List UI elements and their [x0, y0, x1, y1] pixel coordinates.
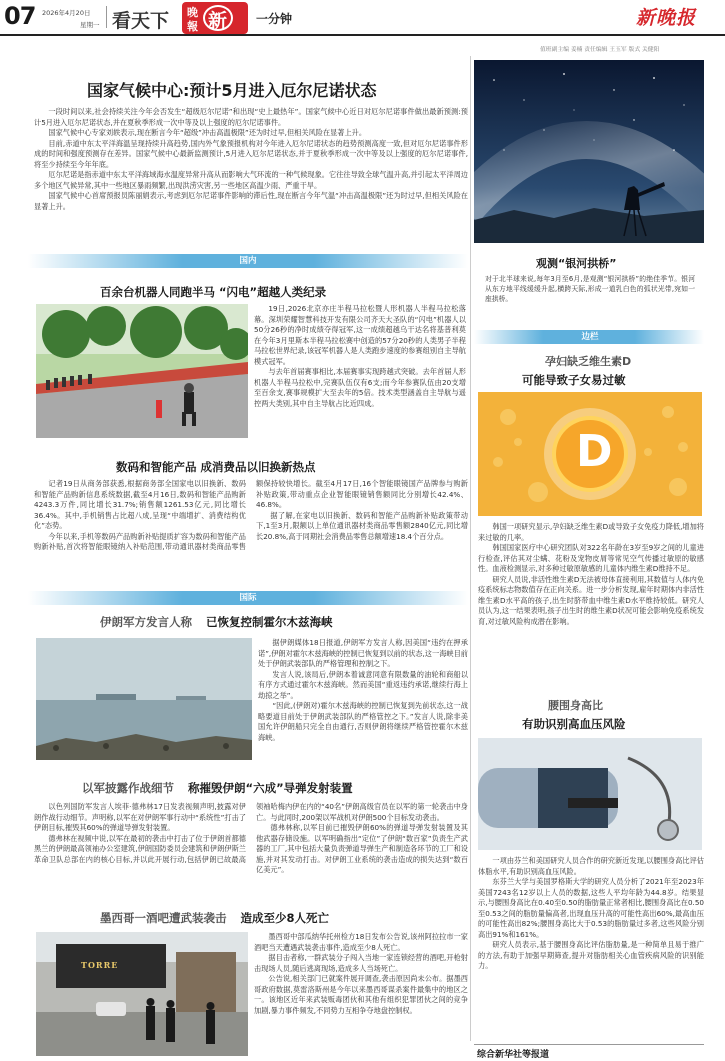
- bp-para: 东芬兰大学与美国罗格斯大学的研究人员分析了2021年至2023年美国7243名12岁以上人员的数据,这些人平均年龄为44.8岁。结果显示,与腰围身高比在0.40至0.50的脂肪量正常者相比,腰围身高比在0.50至0.53之间的脂肪量偏高者,出现血压升高的可能性高出60%,最高血压的可能性高出82%;腰围身高比大于0.53的脂肪量过多者,这些风险分别高出91%和161%。: [478, 877, 704, 939]
- vitamin-d-letter: D: [576, 426, 613, 477]
- iran-para: 据伊朗媒体18日报道,伊朗军方发言人称,因美国“违约在押承诺”,伊朗对霍尔木兹海峡的控制已恢复到以前的状态,这一海峡目前处于伊朗武装部队的严格管理和控制之下。: [258, 638, 468, 668]
- masthead-rule: [0, 34, 725, 36]
- israel-para: 德弗林在视频中说,以军在最初的袭击中打击了位于伊朗首都德黑兰的伊朗最高领袖办公室建筑,伊朗国防委员会建筑和伊朗伊斯兰革命卫队总部在内的核心目标,并以此开展行动,包括伊朗已故最高领袖哈梅内伊在内的“40名”伊朗高级官员在以军的第一轮袭击中身亡。与此同时,200架以军战机对伊朗500个目标发动袭击。: [34, 802, 468, 864]
- iran-para: 发言人说,该局后,伊朗本着诚意同意有限数量的油轮和商船以有序方式通过霍尔木兹海峡。然而美国“重返违约承诺,继续行海上劫掠之举”。: [258, 669, 468, 700]
- blood-pressure-photo: [478, 738, 702, 850]
- mexico-para: 据目击者称,一群武装分子闯入当地一家连锁经营的酒吧,开枪射击现场人员,随后逃离现场,造成多人当场死亡。: [254, 953, 468, 973]
- lead-para: 一段时间以来,社会持续关注今年会否发生“超级厄尔尼诺”和出现“史上最热年”。国家气候中心近日对厄尔尼诺事件做出最新预测:预计5月进入厄尔尼诺状态,并在夏秋季形成一次中等及以上强度的厄尔尼诺事件。: [34, 107, 468, 127]
- mexico-para: 墨西哥中部瓜纳华托州检方18日发布公告说,该州阿拉拉市一家酒吧当天遭遇武装袭击事件,造成至少8人死亡。: [254, 932, 468, 952]
- mexico-para: 公告说,相关部门已就案件展开调查,袭击原因尚未公布。据墨西哥政府数据,莫雷洛斯州是今年以来墨西哥谋杀案件最集中的地区之一。该地区近年来武装贩毒团伙和其他有组织犯罪团伙之间的竞争加剧,暴力事件频发,不同势力互相争夺地盘控制权。: [254, 974, 468, 1015]
- vitamin-para: 研究人员说,非活性维生素D无法被母体直接利用,其数值与人体内免疫系统标志物数值存在正向关系。进一步分析发现,雇年时期体内非活性维生素D水平高的孩子,出生时脐带血中维生素D水平维持较低。研究人员认为,这一结果表明,孩子出生时的维生素D状况可能会影响免疫系统发育,对过敏风险构成潜在影响。: [478, 574, 704, 626]
- iran-para: “因此,(伊朗对)霍尔木兹海峡的控制已恢复到先前状态,这一战略要道目前处于伊朗武装部队的严格管控之下。”发言人说,除非美国允许伊朗船只完全自由通行,否则伊朗将继续严格管控霍尔木兹海峡。: [258, 701, 468, 742]
- vitamin-headline-1: 孕妇缺乏维生素D: [545, 355, 632, 368]
- israel-headline-main: 称摧毁伊朗“六成”导弹发射装置: [188, 781, 353, 795]
- vitamin-d-graphic: [478, 392, 702, 516]
- bp-headline-1: 腰围身高比: [548, 699, 603, 712]
- vitamin-para: 韩国国家医疗中心研究团队对322名年龄在3岁至9岁之间的儿童进行检查,评估其对尘螨、花粉及宠物皮屑等常见空气传播过敏原的敏感性。血液检测显示,对多种过敏原敏感的儿童体内维生素D维持不足。: [478, 543, 704, 573]
- lead-para: 国家气候中心专家刘轶表示,现在断言今年“超级”冲击高温极限”还为时过早,但相关风险在显著上升。: [48, 128, 367, 137]
- digital-para: 据了解,在家电以旧换新、数码和智能产品购新补贴政策带动下,1至3月,限额以上单位通讯器材类商品零售额2840亿元,同比增长20.8%,高于同期社会消费品零售总额增速18.4个百分点。: [256, 510, 468, 541]
- mexico-headline-main: 造成至少8人死亡: [240, 911, 330, 925]
- iran-body: [258, 638, 468, 766]
- vitamin-para: 韩国一项研究显示,孕妇缺乏维生素D或导致子女免疫力降低,增加将来过敏的几率。: [478, 522, 704, 542]
- bp-headline-2: 有助识别高血压风险: [522, 717, 626, 731]
- badge-char-2: 新: [208, 10, 228, 32]
- issue-date: 2026年4月20日: [42, 9, 91, 17]
- robot-body: [254, 304, 466, 444]
- right-column-divider: [470, 56, 471, 1041]
- border-section-tag: 边栏: [581, 332, 599, 342]
- lead-para: 目前,赤道中东太平洋海温呈现持续升高趋势,国内外气象预报机构对今年进入厄尔尼诺状态的趋势预测高度一致,但对厄尔尼诺事件形成的时间和强度预测存在差异。国家气候中心最新监测预计,5月进入厄尔尼诺状态,并于夏秋季形成一次中等及以上强度的厄尔尼诺事件,将至少持续至今年年底。: [34, 138, 468, 169]
- israel-headline: [82, 780, 353, 796]
- badge-char-3: 報: [187, 20, 198, 33]
- lead-para: 国家气候中心首席预报员陈丽娟表示,考虑到厄尔尼诺事件影响的滞后性,现在断言今年气温“冲击高温极限”还为时过早,但相关风险在显著上升。: [34, 191, 468, 211]
- iran-headline-prefix: 伊朗军方发言人称: [100, 615, 192, 629]
- intl-section-tag: 国际: [239, 593, 257, 603]
- domestic-section-tag: 国内: [239, 256, 257, 266]
- mexico-headline: [100, 910, 329, 926]
- lead-body: [34, 107, 468, 243]
- robot-headline: 百余台机器人同跑半马 “闪电”超越人类纪录: [100, 285, 327, 299]
- iran-headline: [100, 614, 333, 630]
- digital-headline: 数码和智能产品 成消费品以旧换新热点: [116, 460, 316, 474]
- footer-rule: [474, 1044, 704, 1045]
- lead-headline: 国家气候中心:预计5月进入厄尔尼诺状态: [87, 81, 377, 100]
- robot-para: 与去年首届赛事相比,本届赛事实现跨越式突破。去年首届人形机器人半程马拉松中,完赛队伍仅有6支;而今年参赛队伍由20支增至百余支,赛事规模扩大至去年的5倍。技术类型涵盖自主导航与遥控两大类别,其中自主导航占比近四成。: [254, 367, 466, 408]
- badge-char-1: 晚: [187, 6, 198, 19]
- digital-body: [34, 479, 468, 577]
- israel-para: 德弗林称,以军目前已摧毁伊朗60%的弹道导弹发射装置及其他武器存储设施。以军明确指出“定位”了伊朗“数百家”负责生产武器的工厂,其中包括大量负责弹道导弹生产和制造各环节的工厂和设施,并对其发动打击。对伊朗工业系统的袭击造成的损失达到“数百亿美元”。: [256, 823, 468, 874]
- bp-para: 研究人员表示,基于腰围身高比评估脂肪量,是一种简单且易于推广的方法,有助于加强早期筛查,提升对脂肪相关心血管疾病风险的识别能力。: [478, 940, 704, 970]
- milky-way-caption-title: 观测“银河拱桥”: [536, 257, 617, 270]
- milky-way-photo: [474, 60, 704, 243]
- vitamin-headline-2: 可能导致子女易过敏: [522, 373, 626, 387]
- milky-way-caption-body: 对于北半球来说,每年3月至6月,是观测“银河拱桥”的绝佳季节。银河从东方地平线缓缓升起,横跨天际,形成一道乳白色的弧状光带,宛如一座拱桥。: [485, 275, 695, 303]
- issue-weekday: 星期一: [80, 21, 100, 29]
- masthead: [0, 0, 725, 53]
- vitamin-body: [478, 522, 704, 698]
- footer-source: 综合新华社等报道: [477, 1050, 550, 1060]
- robot-para: 19日,2026北京亦庄半程马拉松暨人形机器人半程马拉松落幕。深圳荣耀智慧科技开发有限公司齐天大圣队的“闪电”机器人以50分26秒的净时成绩夺得冠军,这一成绩超越乌干达名将基普利莫在今年3月里斯本半程马拉松赛中创造的57分20秒的人类男子半程马拉松世界纪录,该冠军机器人是人类跑步速度的参赛组别自主导航模式冠军。: [254, 304, 466, 366]
- robot-marathon-photo: [36, 304, 248, 438]
- section-name: 看天下: [112, 10, 170, 32]
- digital-para: 记者19日从商务部获悉,根据商务部全国家电以旧换新、数码和智能产品购新信息系统数据,截至4月16日,数码和智能产品购新4243.3万件,同比增长31.7%;销售额1261.53亿元,同比增长36.4%。其中,手机销售占比超八成,呈现“中端增扩、消费结构优化”态势。: [34, 479, 246, 530]
- mexico-body: [254, 932, 468, 1056]
- iran-headline-main: 已恢复控制霍尔木兹海峡: [206, 615, 333, 629]
- editor-credits: 值班副主编 姜楠 责任编辑 王玉军 版式 关健阳: [540, 47, 660, 53]
- subsection-name: 一分钟: [256, 12, 293, 26]
- israel-headline-prefix: 以军披露作战细节: [82, 781, 174, 795]
- paper-logo: 新晚报: [636, 7, 697, 29]
- bar-sign-text: TORRE: [81, 960, 119, 970]
- bar-scene-photo: [36, 932, 248, 1056]
- page-number: 07: [4, 2, 36, 30]
- lead-para: 厄尔尼诺是指赤道中东太平洋海域海水温度异常升高从而影响大气环流的一种气候现象。它往往导致全球气温升高,并引起太平洋周边多个地区气候异常,其中一些地区暴雨频繁,出现洪涝灾害,另一些地区高温少雨、严重干旱。: [34, 170, 468, 190]
- paper-badge: [182, 2, 248, 34]
- mexico-headline-prefix: 墨西哥一酒吧遭武装袭击: [100, 911, 227, 925]
- strait-photo: [36, 638, 252, 760]
- israel-para: 以色列国防军发言人埃菲·德弗林17日发表视频声明,披露对伊朗作战行动细节。声明称,以军在对伊朗军事行动中“系统性”打击了伊朗目标,摧毁其60%的弹道导弹发射装置。: [34, 802, 246, 832]
- digital-para: 今年以来,手机等数码产品购新补贴提质扩容为数码和智能产品购新补贴,首次将智能眼镜纳入补贴范围,带动通讯器材类商品零售额保持较快增长。截至4月17日,16个智能眼镜国产品牌参与购新补贴政策,带动重点企业智能眼镜销售额同比分别增长42.4%、46.8%。: [34, 479, 468, 551]
- bp-para: 一项由芬兰和美国研究人员合作的研究新近发现,以腰围身高比评估体脂水平,有助识别高血压风险。: [478, 856, 704, 876]
- bp-body: [478, 856, 704, 1042]
- israel-body: [34, 802, 468, 898]
